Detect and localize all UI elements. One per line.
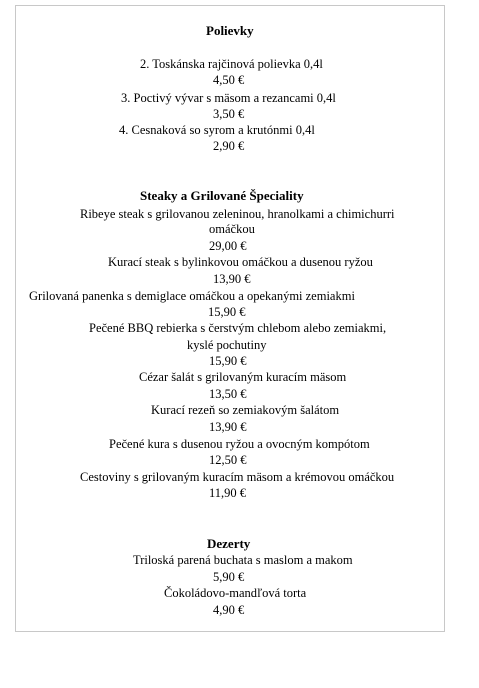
soup-item-name: 3. Poctivý vývar s mäsom a rezancami 0,4l xyxy=(121,91,336,105)
steak-item-price: 29,00 € xyxy=(209,239,247,253)
steak-item-name-line1: Ribeye steak s grilovanou zeleninou, hranolkami a chimichurri xyxy=(80,207,395,221)
steak-item-price: 13,90 € xyxy=(209,420,247,434)
steak-item-price: 11,90 € xyxy=(209,486,247,500)
steak-item-price: 15,90 € xyxy=(209,354,247,368)
soup-item-name: 4. Cesnaková so syrom a krutónmi 0,4l xyxy=(119,123,315,137)
section-title-desserts: Dezerty xyxy=(207,536,251,551)
soup-item-name: 2. Toskánska rajčinová polievka 0,4l xyxy=(140,57,323,71)
steak-item-name: Cézar šalát s grilovaným kuracím mäsom xyxy=(139,370,347,384)
dessert-item-price: 5,90 € xyxy=(213,570,245,584)
steak-item-price: 12,50 € xyxy=(209,453,247,467)
soup-item-price: 4,50 € xyxy=(213,73,245,87)
steak-item-price: 13,90 € xyxy=(213,272,251,286)
section-title-soups: Polievky xyxy=(206,23,254,38)
dessert-item-name: Čokoládovo-mandľová torta xyxy=(164,586,307,600)
steak-item-name: Kurací steak s bylinkovou omáčkou a dusenou ryžou xyxy=(108,255,373,269)
steak-item-name: Pečené kura s dusenou ryžou a ovocným kompótom xyxy=(109,437,370,451)
soup-item-price: 3,50 € xyxy=(213,107,245,121)
steak-item-name: Cestoviny s grilovaným kuracím mäsom a krémovou omáčkou xyxy=(80,470,395,484)
steak-item-name-line2: kyslé pochutiny xyxy=(187,338,267,352)
dessert-item-name: Triloská parená buchata s maslom a makom xyxy=(133,553,353,567)
dessert-item-price: 4,90 € xyxy=(213,603,245,617)
soup-item-price: 2,90 € xyxy=(213,139,245,153)
steak-item-price: 15,90 € xyxy=(208,305,246,319)
steak-item-name: Grilovaná panenka s demiglace omáčkou a opekanými zemiakmi xyxy=(29,289,355,303)
steak-item-name-line2: omáčkou xyxy=(209,222,255,236)
steak-item-name-line1: Pečené BBQ rebierka s čerstvým chlebom alebo zemiakmi, xyxy=(89,321,387,335)
steak-item-name: Kurací rezeň so zemiakovým šalátom xyxy=(151,403,340,417)
section-title-steaks: Steaky a Grilované Špeciality xyxy=(140,188,304,203)
steak-item-price: 13,50 € xyxy=(209,387,247,401)
